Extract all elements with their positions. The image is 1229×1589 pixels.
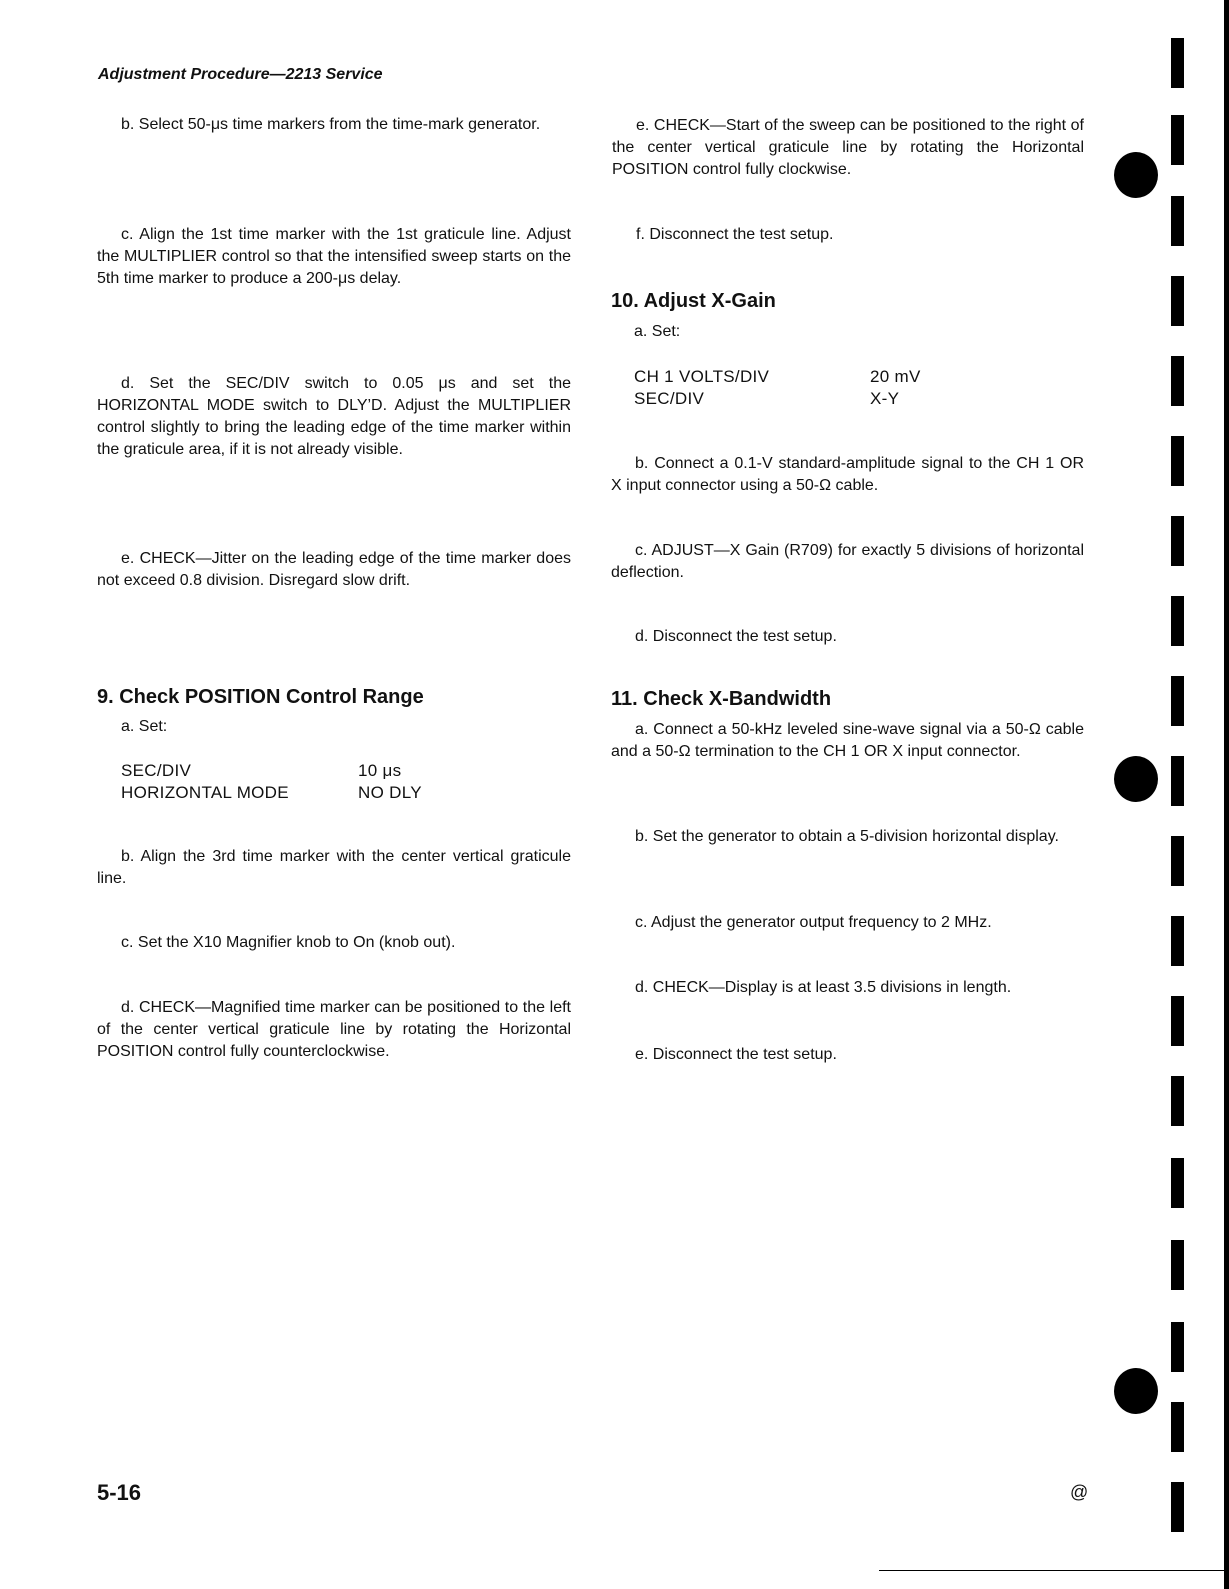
binder-hole-icon (1114, 756, 1158, 802)
edge-tab-mark-icon (1171, 1158, 1184, 1208)
section-9-step-d: d. CHECK—Magnified time marker can be positioned to the left of the center vertical graticule line by rotating the Horizontal POSITION control fully counterclockwise. (97, 999, 571, 1060)
step-d-set-sec-div: d. Set the SEC/DIV switch to 0.05 μs and set the HORIZONTAL MODE switch to DLY’D. Adjust the MULTIPLIER control slightly to bring the leading edge of the time marker within the graticule area, if it is not already visible. (97, 375, 571, 458)
edge-tab-mark-icon (1171, 516, 1184, 566)
settings-row (121, 760, 422, 782)
section-11-step-b: b. Set the generator to obtain a 5-division horizontal display. (635, 828, 1059, 845)
setting-value: X-Y (870, 389, 900, 408)
section-9-a-label: a. Set: (121, 718, 168, 735)
settings-row (634, 388, 921, 410)
section-10-step-b: b. Connect a 0.1-V standard-amplitude signal to the CH 1 OR X input connector using a 50-Ω cable. (611, 455, 1084, 494)
page-header: Adjustment Procedure—2213 Service (98, 66, 383, 83)
step-c-align-marker: c. Align the 1st time marker with the 1st graticule line. Adjust the MULTIPLIER control so that the intensified sweep starts on the 5th time marker to produce a 200-μs delay. (97, 226, 571, 287)
setting-value: 20 mV (870, 367, 921, 386)
edge-tab-mark-icon (1171, 1402, 1184, 1452)
section-11-step-c: c. Adjust the generator output frequency to 2 MHz. (635, 914, 992, 931)
setting-name: HORIZONTAL MODE (121, 783, 289, 802)
section-10-step-c: c. ADJUST—X Gain (R709) for exactly 5 divisions of horizontal deflection. (611, 542, 1084, 581)
edge-tab-mark-icon (1171, 436, 1184, 486)
edge-tab-mark-icon (1171, 1240, 1184, 1290)
edge-tab-mark-icon (1171, 356, 1184, 406)
section-10-step-d: d. Disconnect the test setup. (635, 628, 837, 645)
edge-tab-mark-icon (1171, 756, 1184, 806)
copyright-mark: @ (1070, 1482, 1089, 1502)
settings-row (121, 782, 422, 804)
setting-value: NO DLY (358, 783, 422, 802)
setting-name: SEC/DIV (634, 389, 705, 408)
edge-tab-mark-icon (1171, 1076, 1184, 1126)
edge-tab-mark-icon (1171, 115, 1184, 165)
section-9-step-b: b. Align the 3rd time marker with the center vertical graticule line. (97, 848, 571, 887)
section-11-title: 11. Check X-Bandwidth (611, 688, 832, 710)
section-10-title: 10. Adjust X-Gain (611, 290, 776, 312)
section-11-step-a: a. Connect a 50-kHz leveled sine-wave signal via a 50-Ω cable and a 50-Ω termination to the CH 1 OR X input connector. (611, 721, 1084, 760)
settings-row (634, 366, 921, 388)
section-10-a-label: a. Set: (634, 323, 681, 340)
binder-hole-icon (1114, 1368, 1158, 1414)
edge-tab-mark-icon (1171, 596, 1184, 646)
edge-tab-mark-icon (1171, 1482, 1184, 1532)
section-9-settings-table (121, 760, 422, 804)
step-e-check-sweep-start: e. CHECK—Start of the sweep can be positioned to the right of the center vertical graticule line by rotating the Horizontal POSITION control fully clockwise. (612, 117, 1084, 178)
edge-tab-mark-icon (1171, 916, 1184, 966)
edge-tab-mark-icon (1171, 276, 1184, 326)
step-e-check-jitter: e. CHECK—Jitter on the leading edge of the time marker does not exceed 0.8 division. Disregard slow drift. (97, 550, 571, 589)
edge-tab-mark-icon (1171, 996, 1184, 1046)
step-b-select-markers: b. Select 50-μs time markers from the time-mark generator. (121, 116, 541, 133)
edge-tab-mark-icon (1171, 196, 1184, 246)
setting-value: 10 μs (358, 761, 402, 780)
page-number: 5-16 (97, 1480, 142, 1505)
section-9-step-c: c. Set the X10 Magnifier knob to On (knob out). (121, 934, 456, 951)
section-9-title: 9. Check POSITION Control Range (97, 686, 424, 708)
section-11-step-e: e. Disconnect the test setup. (635, 1046, 837, 1063)
edge-tab-mark-icon (1171, 38, 1184, 88)
setting-name: SEC/DIV (121, 761, 192, 780)
section-11-step-d: d. CHECK—Display is at least 3.5 divisions in length. (635, 979, 1012, 996)
section-10-settings-table (634, 366, 921, 410)
edge-tab-mark-icon (1171, 1322, 1184, 1372)
edge-tab-mark-icon (1171, 836, 1184, 886)
setting-name: CH 1 VOLTS/DIV (634, 367, 770, 386)
binder-hole-icon (1114, 152, 1158, 198)
bottom-edge-rule (879, 1570, 1229, 1571)
edge-tab-mark-icon (1171, 676, 1184, 726)
step-f-disconnect: f. Disconnect the test setup. (636, 226, 834, 243)
page-edge-line (1224, 0, 1229, 1589)
